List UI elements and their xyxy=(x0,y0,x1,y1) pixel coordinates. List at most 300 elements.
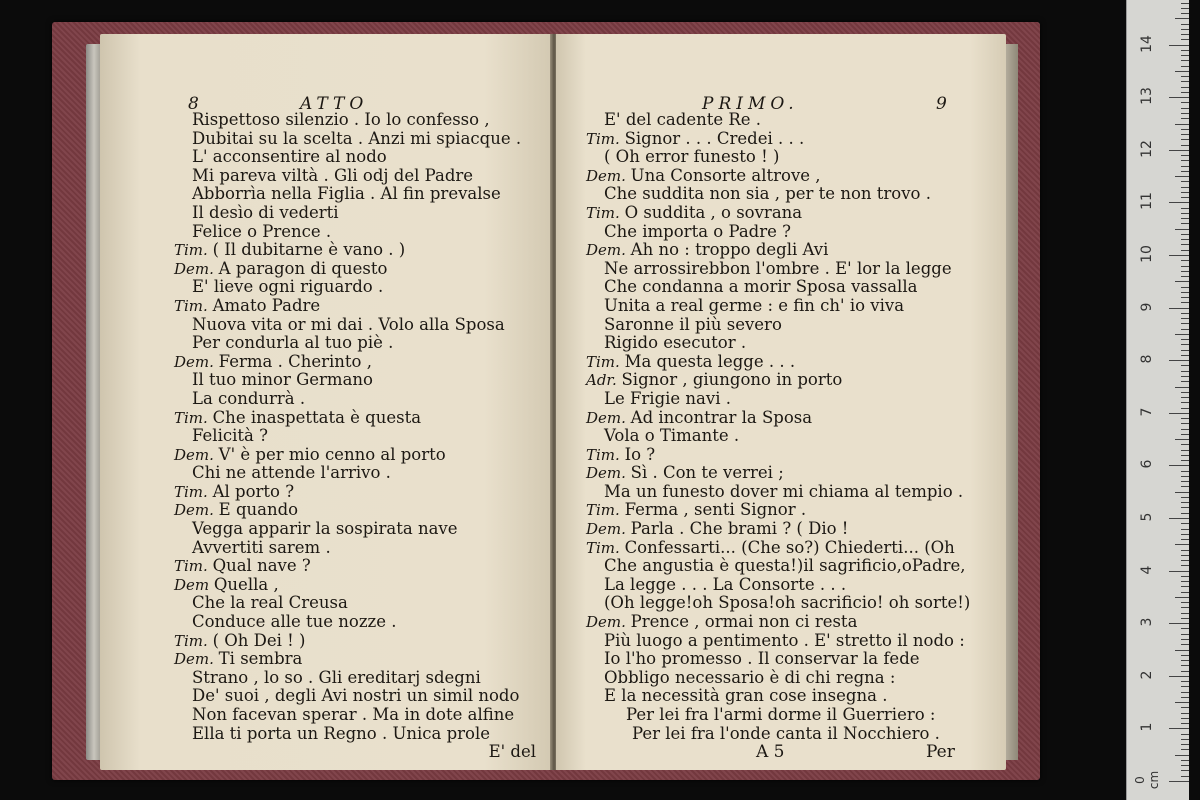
ruler-tick xyxy=(1175,387,1189,388)
verse-lines xyxy=(586,111,990,743)
speaker-label: Dem. xyxy=(174,650,219,669)
ruler-unit-label: 0 cm xyxy=(1133,770,1161,790)
speaker-label: Dem. xyxy=(174,259,219,278)
line-text: Il desìo di vederti xyxy=(192,202,339,222)
ruler-tick xyxy=(1181,218,1189,219)
ruler-tick xyxy=(1181,323,1189,324)
verse-line xyxy=(586,501,990,520)
ruler-tick xyxy=(1169,308,1189,309)
verse-line xyxy=(586,520,990,539)
line-text: E' lieve ogni riguardo . xyxy=(192,277,384,297)
verse-line xyxy=(586,204,990,223)
line-text: Ad incontrar la Sposa xyxy=(630,407,813,427)
line-text: Più luogo a pentimento . E' stretto il nodo : xyxy=(604,630,965,650)
ruler-tick xyxy=(1181,476,1189,477)
line-text: Sì . Con te verrei ; xyxy=(630,463,784,483)
ruler-tick xyxy=(1181,208,1189,209)
ruler-tick xyxy=(1181,644,1189,645)
ruler-tick xyxy=(1181,213,1189,214)
ruler-tick xyxy=(1181,145,1189,146)
line-text: Una Consorte altrove , xyxy=(630,165,821,185)
verse-lines xyxy=(174,111,544,762)
ruler-tick xyxy=(1181,444,1189,445)
line-text: E quando xyxy=(218,500,299,520)
line-text: Ne arrossirebbon l'ombre . E' lor la legge xyxy=(604,258,952,278)
ruler-number: 9 xyxy=(1139,302,1155,312)
ruler-tick xyxy=(1169,571,1189,572)
speaker-label: Tim. xyxy=(174,557,213,576)
ruler-tick xyxy=(1181,602,1189,603)
ruler-tick xyxy=(1181,665,1189,666)
ruler-tick xyxy=(1169,255,1189,256)
verse-line xyxy=(586,371,990,390)
line-text: Signor , giungono in porto xyxy=(621,370,843,390)
line-text: E la necessità gran cose insegna . xyxy=(604,686,888,706)
folio-number: 8 xyxy=(188,94,204,114)
line-text: Signor . . . Credei . . . xyxy=(624,128,805,148)
ruler-tick xyxy=(1181,471,1189,472)
verse-line xyxy=(174,446,544,465)
verse-line xyxy=(174,409,544,428)
ruler-tick xyxy=(1175,124,1189,125)
verse-line xyxy=(586,111,990,130)
ruler-tick xyxy=(1181,60,1189,61)
line-text: Ferma , senti Signor . xyxy=(624,500,807,520)
ruler-tick xyxy=(1181,686,1189,687)
verse-line xyxy=(174,223,544,242)
verse-line xyxy=(174,334,544,353)
ruler-tick xyxy=(1181,739,1189,740)
ruler-tick xyxy=(1181,24,1189,25)
line-text: Che importa o Padre ? xyxy=(604,221,791,241)
ruler-tick xyxy=(1181,660,1189,661)
ruler-tick xyxy=(1181,576,1189,577)
verse-line xyxy=(586,632,990,651)
ruler-tick xyxy=(1181,234,1189,235)
speaker-label: Tim. xyxy=(586,538,625,557)
ruler-tick xyxy=(1181,423,1189,424)
running-head: ATTO xyxy=(300,94,369,114)
ruler-tick xyxy=(1175,439,1189,440)
line-text: Le Frigie navi . xyxy=(604,388,731,408)
line-text: Ma questa legge . . . xyxy=(624,351,796,371)
verse-line xyxy=(586,148,990,167)
line-text: ( Oh error funesto ! ) xyxy=(604,147,780,167)
verse-line xyxy=(174,539,544,558)
ruler-tick xyxy=(1181,655,1189,656)
ruler-number: 7 xyxy=(1139,407,1155,417)
ruler-tick xyxy=(1181,266,1189,267)
ruler-number: 13 xyxy=(1139,87,1155,106)
speaker-label: Dem. xyxy=(174,501,219,520)
ruler-tick xyxy=(1181,139,1189,140)
speaker-label: Tim. xyxy=(586,203,625,222)
line-text: Ella ti porta un Regno . Unica prole xyxy=(192,723,491,743)
verse-line xyxy=(174,632,544,651)
ruler-tick xyxy=(1181,260,1189,261)
ruler-tick xyxy=(1169,97,1189,98)
line-text: Ti sembra xyxy=(218,649,303,669)
verse-line xyxy=(174,353,544,372)
ruler-tick xyxy=(1175,492,1189,493)
ruler-tick xyxy=(1181,344,1189,345)
verse-line xyxy=(586,687,990,706)
verse-line xyxy=(586,650,990,669)
ruler-tick xyxy=(1169,45,1189,46)
line-text: Io l'ho promesso . Il conservar la fede xyxy=(604,649,920,669)
line-text: Ferma . Cherinto , xyxy=(218,351,372,371)
ruler-tick xyxy=(1175,281,1189,282)
ruler-tick xyxy=(1181,718,1189,719)
verse-line xyxy=(174,687,544,706)
ruler-tick xyxy=(1181,350,1189,351)
line-text: E' del xyxy=(488,742,536,762)
ruler-tick xyxy=(1181,181,1189,182)
left-page xyxy=(100,34,552,770)
verse-line xyxy=(586,539,990,558)
speaker-label: Dem. xyxy=(586,613,631,632)
ruler-tick xyxy=(1181,55,1189,56)
ruler-tick xyxy=(1181,734,1189,735)
ruler-tick xyxy=(1181,276,1189,277)
ruler-tick xyxy=(1181,429,1189,430)
ruler-tick xyxy=(1181,318,1189,319)
ruler-tick xyxy=(1181,118,1189,119)
ruler-tick xyxy=(1169,781,1189,782)
speaker-label: Dem. xyxy=(174,352,219,371)
verse-line xyxy=(586,594,990,613)
speaker-label: Dem. xyxy=(586,520,631,539)
verse-line xyxy=(174,204,544,223)
verse-line xyxy=(586,409,990,428)
ruler-tick xyxy=(1181,129,1189,130)
ruler-tick xyxy=(1181,302,1189,303)
ruler-tick xyxy=(1181,497,1189,498)
ruler-tick xyxy=(1181,613,1189,614)
speaker-label: Dem. xyxy=(586,241,631,260)
ruler-tick xyxy=(1181,66,1189,67)
verse-line xyxy=(586,557,990,576)
verse-line xyxy=(586,167,990,186)
speaker-label: Dem. xyxy=(174,445,219,464)
verse-line xyxy=(174,390,544,409)
line-text: La legge . . . La Consorte . . . xyxy=(604,574,847,594)
verse-line xyxy=(174,427,544,446)
ruler-tick xyxy=(1181,581,1189,582)
ruler-tick xyxy=(1181,713,1189,714)
verse-line xyxy=(586,725,990,744)
verse-line xyxy=(586,260,990,279)
line-text: ( Oh Dei ! ) xyxy=(212,630,306,650)
ruler-tick xyxy=(1181,297,1189,298)
ruler-tick xyxy=(1181,376,1189,377)
ruler-tick xyxy=(1181,507,1189,508)
ruler-tick xyxy=(1181,13,1189,14)
verse-line xyxy=(174,241,544,260)
verse-line xyxy=(586,316,990,335)
ruler-tick xyxy=(1181,455,1189,456)
verse-line xyxy=(174,297,544,316)
ruler-number: 5 xyxy=(1139,512,1155,522)
ruler-tick xyxy=(1181,513,1189,514)
line-text: Dubitai su la scelta . Anzi mi spiacque . xyxy=(192,128,522,148)
verse-line xyxy=(174,650,544,669)
line-text: O suddita , o sovrana xyxy=(624,202,803,222)
ruler-tick xyxy=(1181,671,1189,672)
line-text: Obbligo necessario è di chi regna : xyxy=(604,667,896,687)
line-text: L' acconsentire al nodo xyxy=(192,147,387,167)
ruler-tick xyxy=(1181,313,1189,314)
line-text: Che inaspettata è questa xyxy=(212,407,422,427)
line-text: Che angustia è questa!)il sagrificio,oPadre, xyxy=(604,556,966,576)
ruler-tick xyxy=(1181,223,1189,224)
speaker-label: Dem. xyxy=(586,408,631,427)
ruler-tick xyxy=(1181,171,1189,172)
ruler-number: 1 xyxy=(1139,722,1155,732)
ruler-tick xyxy=(1181,749,1189,750)
ruler-tick xyxy=(1181,239,1189,240)
line-text: Parla . Che brami ? ( Dio ! xyxy=(630,519,849,539)
signature-mark: A 5 xyxy=(756,742,785,762)
ruler-tick xyxy=(1181,3,1189,4)
ruler-tick xyxy=(1181,555,1189,556)
verse-line xyxy=(586,446,990,465)
speaker-label: Tim. xyxy=(586,501,625,520)
ruler-tick xyxy=(1169,150,1189,151)
ruler-tick xyxy=(1181,550,1189,551)
ruler-tick xyxy=(1175,334,1189,335)
ruler-tick xyxy=(1181,760,1189,761)
ruler-tick xyxy=(1169,202,1189,203)
verse-line xyxy=(174,148,544,167)
ruler-tick xyxy=(1181,565,1189,566)
verse-line xyxy=(174,167,544,186)
verse-line xyxy=(586,427,990,446)
ruler-tick xyxy=(1181,134,1189,135)
ruler-tick xyxy=(1181,592,1189,593)
ruler-number: 14 xyxy=(1139,34,1155,53)
verse-line xyxy=(174,464,544,483)
ruler-tick xyxy=(1181,50,1189,51)
line-text: Felicità ? xyxy=(192,426,268,446)
line-text: Mi pareva viltà . Gli odj del Padre xyxy=(192,165,474,185)
ruler-tick xyxy=(1181,292,1189,293)
verse-line xyxy=(174,483,544,502)
line-text: Non facevan sperar . Ma in dote alfine xyxy=(192,705,515,724)
ruler-tick xyxy=(1181,434,1189,435)
ruler-tick xyxy=(1181,639,1189,640)
ruler-number: 11 xyxy=(1139,192,1155,211)
verse-line xyxy=(174,669,544,688)
verse-line xyxy=(174,260,544,279)
ruler-tick xyxy=(1181,418,1189,419)
line-text: Amato Padre xyxy=(212,295,321,315)
ruler-tick xyxy=(1169,518,1189,519)
ruler-tick xyxy=(1175,755,1189,756)
speaker-label: Tim. xyxy=(174,408,213,427)
line-text: Strano , lo so . Gli ereditarj sdegni xyxy=(192,667,481,687)
line-text: Avvertiti sarem . xyxy=(192,537,331,557)
verse-line xyxy=(174,501,544,520)
line-text: Unita a real germe : e fin ch' io viva xyxy=(604,295,905,315)
line-text: Che la real Creusa xyxy=(192,593,348,613)
speaker-label: Tim. xyxy=(174,631,213,650)
page-stack-edge-right xyxy=(1004,44,1018,760)
ruler-tick xyxy=(1175,18,1189,19)
ruler-tick xyxy=(1181,481,1189,482)
ruler-tick xyxy=(1181,460,1189,461)
ruler-tick xyxy=(1169,360,1189,361)
verse-line xyxy=(174,576,544,595)
ruler-tick xyxy=(1181,271,1189,272)
ruler-tick xyxy=(1181,502,1189,503)
ruler-tick xyxy=(1181,371,1189,372)
line-text: V' è per mio cenno al porto xyxy=(218,444,446,464)
verse-line xyxy=(174,130,544,149)
ruler-number: 10 xyxy=(1139,245,1155,263)
verse-line xyxy=(174,185,544,204)
ruler-tick xyxy=(1175,597,1189,598)
verse-line xyxy=(586,353,990,372)
ruler-tick xyxy=(1181,192,1189,193)
verse-line xyxy=(586,334,990,353)
verse-line xyxy=(174,520,544,539)
speaker-label: Dem. xyxy=(586,166,631,185)
ruler-number: 8 xyxy=(1139,354,1155,364)
verse-line xyxy=(174,613,544,632)
line-text: Al porto ? xyxy=(212,481,295,501)
verse-line xyxy=(174,594,544,613)
speaker-label: Tim. xyxy=(174,482,213,501)
ruler-tick xyxy=(1181,329,1189,330)
line-text: Qual nave ? xyxy=(212,556,311,576)
verse-line xyxy=(586,130,990,149)
ruler-tick xyxy=(1169,676,1189,677)
ruler-tick xyxy=(1169,413,1189,414)
ruler-tick xyxy=(1175,650,1189,651)
running-head: PRIMO. xyxy=(702,94,799,114)
ruler-tick xyxy=(1181,29,1189,30)
verse-line xyxy=(586,185,990,204)
verse-line xyxy=(174,278,544,297)
line-text: Per lei fra l'armi dorme il Guerriero : xyxy=(626,705,936,724)
speaker-label: Adr. xyxy=(586,371,622,390)
ruler-tick xyxy=(1169,465,1189,466)
ruler-tick xyxy=(1181,529,1189,530)
ruler-tick xyxy=(1181,450,1189,451)
ruler-tick xyxy=(1169,623,1189,624)
ruler-number: 6 xyxy=(1139,459,1155,469)
line-text: Per lei fra l'onde canta il Nocchiero . xyxy=(632,723,940,743)
ruler-tick xyxy=(1181,197,1189,198)
measurement-ruler xyxy=(1126,0,1189,800)
line-text: Prence , ormai non ci resta xyxy=(630,612,858,632)
line-text: A paragon di questo xyxy=(218,258,388,278)
line-text: Quella , xyxy=(213,574,279,594)
ruler-tick xyxy=(1181,244,1189,245)
verse-line xyxy=(174,371,544,390)
ruler-tick xyxy=(1175,702,1189,703)
line-text: Confessarti... (Che so?) Chiederti... (Oh xyxy=(624,537,955,557)
catchword: Per xyxy=(926,742,955,762)
ruler-tick xyxy=(1181,102,1189,103)
ruler-number xyxy=(1139,0,1155,1)
verse-line xyxy=(586,613,990,632)
line-text: Conduce alle tue nozze . xyxy=(192,612,397,632)
line-text: ( Il dubitarne è vano . ) xyxy=(212,240,406,260)
ruler-tick xyxy=(1181,355,1189,356)
ruler-tick xyxy=(1181,365,1189,366)
verse-line xyxy=(174,725,544,744)
verse-line xyxy=(586,576,990,595)
ruler-tick xyxy=(1181,523,1189,524)
ruler-number: 2 xyxy=(1139,670,1155,680)
line-text: Ah no : troppo degli Avi xyxy=(630,240,829,260)
verse-line xyxy=(174,111,544,130)
ruler-tick xyxy=(1181,81,1189,82)
line-text: Rigido esecutor . xyxy=(604,333,747,353)
ruler-tick xyxy=(1181,744,1189,745)
line-text: La condurrà . xyxy=(192,388,306,408)
line-text: Vegga apparir la sospirata nave xyxy=(192,519,458,539)
ruler-tick xyxy=(1181,155,1189,156)
line-text: Abborrìa nella Figlia . Al fin prevalse xyxy=(192,184,501,204)
ruler-tick xyxy=(1181,392,1189,393)
line-text: De' suoi , degli Avi nostri un simil nodo xyxy=(192,686,520,706)
line-text: Che suddita non sia , per te non trovo . xyxy=(604,184,931,204)
line-text: Che condanna a morir Sposa vassalla xyxy=(604,277,918,297)
line-text: Per condurla al tuo piè . xyxy=(192,333,394,353)
ruler-tick xyxy=(1181,723,1189,724)
ruler-number: 4 xyxy=(1139,565,1155,575)
folio-number: 9 xyxy=(936,94,952,114)
ruler-tick xyxy=(1181,765,1189,766)
speaker-label: Dem xyxy=(174,575,214,594)
ruler-tick xyxy=(1181,634,1189,635)
ruler-number: 3 xyxy=(1139,617,1155,627)
line-text: Chi ne attende l'arrivo . xyxy=(192,463,391,483)
verse-line xyxy=(586,669,990,688)
right-page xyxy=(556,34,1006,770)
verse-line xyxy=(586,278,990,297)
ruler-tick xyxy=(1181,287,1189,288)
ruler-tick xyxy=(1181,618,1189,619)
ruler-tick xyxy=(1181,160,1189,161)
ruler-tick xyxy=(1181,108,1189,109)
ruler-tick xyxy=(1181,39,1189,40)
line-text: Rispettoso silenzio . Io lo confesso , xyxy=(192,110,490,129)
ruler-tick xyxy=(1181,87,1189,88)
ruler-tick xyxy=(1181,560,1189,561)
speaker-label: Tim. xyxy=(586,445,625,464)
ruler-tick xyxy=(1181,770,1189,771)
ruler-tick xyxy=(1181,397,1189,398)
ruler-tick xyxy=(1181,628,1189,629)
line-text: Nuova vita or mi dai . Volo alla Sposa xyxy=(192,314,505,334)
ruler-tick xyxy=(1181,402,1189,403)
verse-line xyxy=(586,223,990,242)
ruler-tick xyxy=(1169,728,1189,729)
speaker-label: Tim. xyxy=(174,241,213,260)
ruler-tick xyxy=(1181,776,1189,777)
verse-line xyxy=(174,743,544,762)
ruler-tick xyxy=(1181,486,1189,487)
ruler-tick xyxy=(1175,71,1189,72)
line-text: (Oh legge!oh Sposa!oh sacrificio! oh sorte!) xyxy=(604,593,971,613)
ruler-tick xyxy=(1181,187,1189,188)
speaker-label: Tim. xyxy=(586,352,625,371)
speaker-label: Dem. xyxy=(586,464,631,483)
